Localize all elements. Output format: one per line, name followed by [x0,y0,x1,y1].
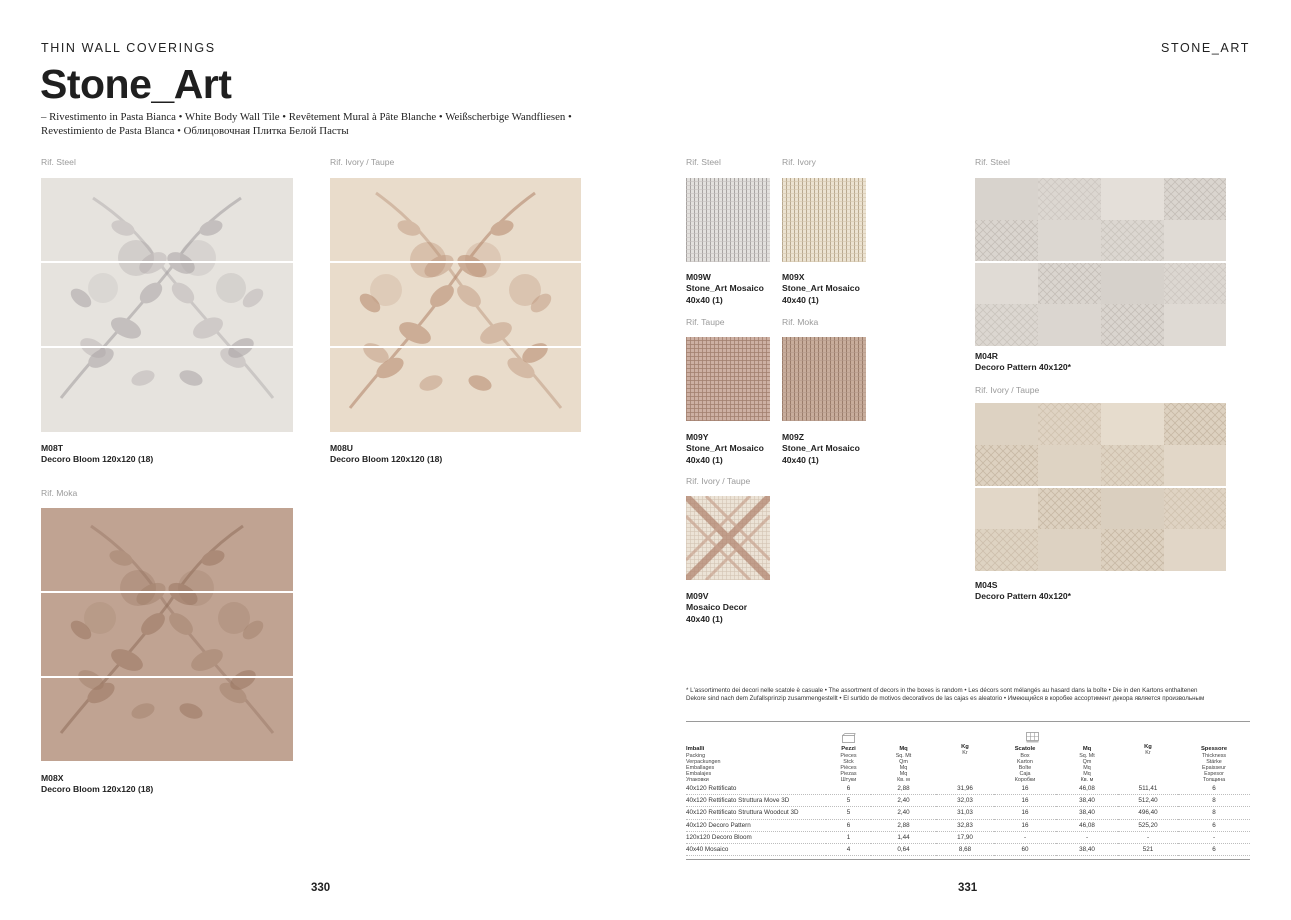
product-code: M09X [782,272,805,282]
cell-kg: 32,03 [936,795,994,807]
cell-mq: 2,88 [871,783,936,795]
product-size: 40x40 (1) [686,454,723,465]
cell-spessore: 6 [1178,819,1250,831]
rif-label: Rif. Taupe [686,317,725,327]
rif-label: Rif. Moka [782,317,819,327]
cell-format: 40x120 Rettificato Struttura Woodcut 3D [686,807,826,819]
table-top-rule [686,721,1250,722]
mosaic-ivory-image [782,178,866,262]
cell-mq2: 38,40 [1056,843,1118,855]
table-bottom-rule [686,859,1250,860]
rif-label: Rif. Moka [41,488,78,498]
cell-spessore: 8 [1178,795,1250,807]
table-row [686,831,1250,843]
cell-mq: 0,64 [871,843,936,855]
table-row [686,783,1250,795]
footnote-line-1: * L'assortimento dei decori nelle scatole è casuale • The assortment of decors in the boxes is random • Les décors sont mélangés au hasard dans la boîte • Die in den Kartons enthaltenen [686,687,1198,694]
product-caption [686,591,747,625]
cell-mq2: - [1056,831,1118,843]
col-pezzi: Pezzi Pieces Stck Pièces Piezas Штуки [840,746,857,783]
cell-pezzi: 5 [826,807,871,819]
cell-format: 40x120 Rettificato Struttura Move 3D [686,795,826,807]
cell-mq2: 38,40 [1056,807,1118,819]
cell-kg: 17,90 [936,831,994,843]
section-title: THIN WALL COVERINGS [41,41,216,55]
page-number-right: 331 [958,882,978,894]
product-caption [782,432,860,466]
product-size: 40x40 (1) [782,294,819,305]
col-kg-pallet: Kg Kr [1144,744,1152,757]
cell-format: 40x40 Mosaico [686,843,826,855]
rif-label: Rif. Steel [975,157,1010,167]
cell-kg2: 521 [1118,843,1178,855]
product-name: Decoro Pattern 40x120* [975,591,1072,602]
product-size: 40x40 (1) [686,613,723,624]
cell-scatole: 16 [994,819,1056,831]
mosaic-taupe-image [686,337,770,421]
pattern-steel-image [975,178,1226,346]
product-code: M08T [41,443,63,453]
product-code: M09Z [782,432,804,442]
col-spessore: Spessore Thickness Stärke Epaisseur Espesor Толщина [1200,746,1228,783]
mosaic-moka-image [782,337,866,421]
product-code: M09Y [686,432,709,442]
mosaic-steel-image [686,178,770,262]
product-caption [975,580,1071,603]
product-name: Decoro Bloom 120x120 (18) [330,454,443,465]
table-row [686,843,1250,855]
packing-table [686,741,1250,856]
cell-scatole: 16 [994,807,1056,819]
product-size: 40x40 (1) [686,294,723,305]
product-caption [686,432,764,466]
cell-format: 40x120 Decoro Pattern [686,819,826,831]
product-name: Stone_Art Mosaico [686,443,764,454]
cell-format: 40x120 Rettificato [686,783,826,795]
pattern-ivory-image [975,403,1226,571]
footnote-line-2: Dekore sind nach dem Zufallsprinzip zusammengestellt • El surtido de motivos decorativos de las cajas es aleatorio • Имеющийся в коробке ассортимент декора является произвольным [686,695,1205,703]
table-row [686,807,1250,819]
cell-kg2: 496,40 [1118,807,1178,819]
cell-kg2: 525,20 [1118,819,1178,831]
cell-pezzi: 5 [826,795,871,807]
product-code: M09V [686,591,709,601]
cell-kg2: 512,40 [1118,795,1178,807]
table-row [686,819,1250,831]
col-kg: Kg Kr [961,744,969,757]
cell-spessore: 8 [1178,807,1250,819]
bloom-moka-image [41,508,293,761]
rif-label: Rif. Ivory / Taupe [686,476,751,486]
page-number-left: 330 [311,882,331,894]
cell-scatole: - [994,831,1056,843]
product-caption [975,351,1071,374]
cell-pezzi: 6 [826,819,871,831]
bloom-steel-image [41,178,293,432]
rif-label: Rif. Ivory / Taupe [975,385,1040,395]
col-mq-pallet: Mq Sq. Mt Qm Mq Mq Кв. м [1079,746,1095,783]
product-name: Mosaico Decor [686,602,748,613]
series-name: STONE_ART [1161,41,1250,55]
product-code: M09W [686,272,711,282]
product-code: M04S [975,580,998,590]
cell-spessore: - [1178,831,1250,843]
product-name: Decoro Pattern 40x120* [975,362,1072,373]
cell-kg2: 511,41 [1118,783,1178,795]
cell-mq: 2,40 [871,807,936,819]
subtitle-line-1: – Rivestimento in Pasta Bianca • White Body Wall Tile • Revêtement Mural à Pâte Blanche • Weißscherbige Wandfliesen • [41,111,572,123]
product-code: M04R [975,351,998,361]
product-caption [41,443,153,466]
product-name: Stone_Art Mosaico [782,443,860,454]
cell-mq: 2,88 [871,819,936,831]
mosaic-decor-image [686,496,770,580]
page-title: Stone_Art [40,61,232,107]
product-code: M08U [330,443,353,453]
product-name: Decoro Bloom 120x120 (18) [41,784,154,795]
col-imballi: Imballi Packing Verpackungen Emballages Embalajes Упаковки [686,746,721,783]
cell-mq: 1,44 [871,831,936,843]
product-caption [41,773,153,796]
subtitle [41,111,641,138]
cell-kg2: - [1118,831,1178,843]
product-caption [686,272,764,306]
table-header-row [686,741,1250,783]
rif-label: Rif. Steel [41,157,76,167]
cell-scatole: 16 [994,783,1056,795]
cell-mq2: 46,08 [1056,783,1118,795]
footnote [686,687,1256,704]
cell-kg: 8,68 [936,843,994,855]
product-name: Stone_Art Mosaico [686,283,764,294]
subtitle-line-2: Revestimiento de Pasta Blanca • Облицовочная Плитка Белой Пасты [41,124,349,137]
cell-pezzi: 4 [826,843,871,855]
cell-pezzi: 1 [826,831,871,843]
cell-spessore: 6 [1178,843,1250,855]
cell-scatole: 16 [994,795,1056,807]
table-row [686,795,1250,807]
col-scatole: Scatole Box Karton Boîte Caja Коробки [1014,746,1036,783]
rif-label: Rif. Ivory [782,157,816,167]
product-code: M08X [41,773,64,783]
cell-kg: 31,96 [936,783,994,795]
cell-scatole: 60 [994,843,1056,855]
product-caption [782,272,860,306]
cell-mq2: 38,40 [1056,795,1118,807]
cell-format: 120x120 Decoro Bloom [686,831,826,843]
product-name: Stone_Art Mosaico [782,283,860,294]
cell-mq: 2,40 [871,795,936,807]
bloom-ivory-image [330,178,581,432]
cell-mq2: 46,08 [1056,819,1118,831]
product-name: Decoro Bloom 120x120 (18) [41,454,154,465]
cell-pezzi: 6 [826,783,871,795]
rif-label: Rif. Steel [686,157,721,167]
cell-kg: 31,03 [936,807,994,819]
product-caption [330,443,442,466]
cell-kg: 32,83 [936,819,994,831]
product-size: 40x40 (1) [782,454,819,465]
cell-spessore: 6 [1178,783,1250,795]
col-mq: Mq Sq. Mt Qm Mq Mq Кв. м [895,746,912,783]
rif-label: Rif. Ivory / Taupe [330,157,395,167]
